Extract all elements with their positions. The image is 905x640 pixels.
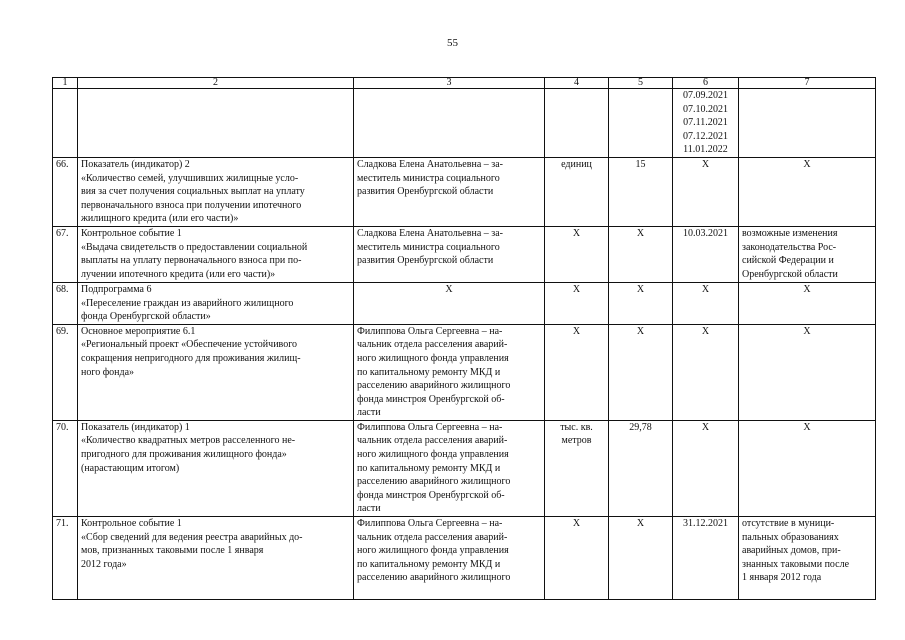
responsible-cell bbox=[354, 226, 545, 282]
cell-line: ного жилищного фонда управления bbox=[357, 545, 509, 557]
cell-line: ласти bbox=[357, 503, 381, 515]
cell-line: X bbox=[701, 158, 710, 170]
cell-line: Сладкова Елена Анатольевна – за- bbox=[357, 227, 503, 239]
cell-line: X bbox=[445, 283, 453, 295]
cell-line: чальник отдела расселения аварий- bbox=[357, 531, 508, 543]
cell-line: Филиппова Ольга Сергеевна – на- bbox=[357, 325, 503, 337]
row-number-cell: 69. bbox=[53, 324, 78, 420]
note-cell bbox=[739, 157, 876, 226]
report-table bbox=[52, 77, 876, 600]
table-row bbox=[53, 420, 876, 516]
cell-line: 07.10.2021 bbox=[683, 103, 728, 115]
note-cell bbox=[739, 517, 876, 600]
cell-line: сокращения непригодного для проживания жилищ- bbox=[81, 352, 301, 364]
date-cell bbox=[673, 226, 739, 282]
column-header: 6 bbox=[673, 78, 739, 89]
cell-line: X bbox=[701, 325, 710, 337]
cell-line: X bbox=[701, 283, 710, 295]
note-cell bbox=[739, 282, 876, 324]
responsible-cell bbox=[354, 517, 545, 600]
cell-line: Подпрограмма 6 bbox=[81, 283, 152, 295]
cell-line: меститель министра социального bbox=[357, 172, 500, 184]
cell-line: (нарастающим итогом) bbox=[81, 462, 180, 474]
table-row bbox=[53, 157, 876, 226]
cell-line: чальник отдела расселения аварий- bbox=[357, 435, 508, 447]
column-header: 1 bbox=[53, 78, 78, 89]
cell-line: пригодного для проживания жилищного фонда» bbox=[81, 449, 287, 461]
description-cell bbox=[78, 420, 354, 516]
description-cell bbox=[78, 89, 354, 158]
description-cell bbox=[78, 226, 354, 282]
cell-line: 07.12.2021 bbox=[683, 130, 728, 142]
cell-line: Контрольное событие 1 bbox=[81, 518, 182, 530]
cell-line: фонда Оренбургской области» bbox=[81, 311, 211, 323]
cell-line: 10.03.2021 bbox=[683, 227, 728, 239]
date-cell bbox=[673, 420, 739, 516]
date-cell bbox=[673, 517, 739, 600]
note-cell bbox=[739, 226, 876, 282]
cell-line: пальных образованиях bbox=[742, 531, 839, 543]
responsible-cell bbox=[354, 324, 545, 420]
cell-line: по капитальному ремонту МКД и bbox=[357, 558, 501, 570]
cell-line: знанных таковыми после bbox=[742, 558, 850, 570]
cell-line: фонда минстроя Оренбургской об- bbox=[357, 393, 505, 405]
cell-line: X bbox=[803, 421, 811, 433]
cell-line: «Переселение граждан из аварийного жилищного bbox=[81, 297, 294, 309]
unit-cell: X bbox=[545, 282, 609, 324]
cell-line: расселению аварийного жилищного bbox=[357, 572, 511, 584]
cell-line: X bbox=[803, 325, 811, 337]
cell-line: X bbox=[803, 158, 811, 170]
row-number-cell: 70. bbox=[53, 420, 78, 516]
cell-line: ного фонда» bbox=[81, 366, 135, 378]
cell-line: ного жилищного фонда управления bbox=[357, 449, 509, 461]
cell-line: по капитальному ремонту МКД и bbox=[357, 462, 501, 474]
cell-line: 31.12.2021 bbox=[683, 518, 728, 530]
column-header: 3 bbox=[354, 78, 545, 89]
cell-line: ного жилищного фонда управления bbox=[357, 352, 509, 364]
responsible-cell bbox=[354, 157, 545, 226]
table-row bbox=[53, 517, 876, 600]
unit-cell: тыс. кв. метров bbox=[545, 420, 609, 516]
description-cell bbox=[78, 157, 354, 226]
responsible-cell bbox=[354, 282, 545, 324]
date-cell bbox=[673, 282, 739, 324]
description-cell bbox=[78, 517, 354, 600]
table-row bbox=[53, 282, 876, 324]
column-header: 4 bbox=[545, 78, 609, 89]
table-row bbox=[53, 324, 876, 420]
value-cell: X bbox=[609, 517, 673, 600]
cell-line: мов, признанных таковыми после 1 января bbox=[81, 545, 264, 557]
page-number: 55 bbox=[447, 37, 458, 49]
cell-line: 11.01.2022 bbox=[683, 144, 728, 156]
column-header: 7 bbox=[739, 78, 876, 89]
cell-line: X bbox=[803, 283, 811, 295]
cell-line: ласти bbox=[357, 407, 381, 419]
cell-line: сийской Федерации и bbox=[742, 255, 834, 267]
cell-line: «Количество квадратных метров расселенного не- bbox=[81, 435, 296, 447]
row-number-cell: 68. bbox=[53, 282, 78, 324]
header-row bbox=[53, 78, 876, 89]
cell-line: Сладкова Елена Анатольевна – за- bbox=[357, 158, 503, 170]
unit-cell: X bbox=[545, 226, 609, 282]
cell-line: фонда минстроя Оренбургской об- bbox=[357, 489, 505, 501]
unit-cell: единиц bbox=[545, 157, 609, 226]
column-header: 2 bbox=[78, 78, 354, 89]
cell-line: 1 января 2012 года bbox=[742, 572, 822, 584]
value-cell: X bbox=[609, 226, 673, 282]
cell-line: чальник отдела расселения аварий- bbox=[357, 339, 508, 351]
column-header: 5 bbox=[609, 78, 673, 89]
cell-line: «Выдача свидетельств о предоставлении социальной bbox=[81, 241, 308, 253]
cell-line: жилищного кредита (или его части)» bbox=[81, 213, 239, 225]
row-number-cell: 71. bbox=[53, 517, 78, 600]
cell-line: 07.11.2021 bbox=[683, 117, 728, 129]
cell-line: «Региональный проект «Обеспечение устойчивого bbox=[81, 339, 298, 351]
row-number-cell: 67. bbox=[53, 226, 78, 282]
cell-line: развития Оренбургской области bbox=[357, 255, 494, 267]
cell-line: Основное мероприятие 6.1 bbox=[81, 325, 196, 337]
cell-line: 2012 года» bbox=[81, 558, 127, 570]
note-cell bbox=[739, 324, 876, 420]
cell-line: по капитальному ремонту МКД и bbox=[357, 366, 501, 378]
date-cell bbox=[673, 324, 739, 420]
cell-line: меститель министра социального bbox=[357, 241, 500, 253]
description-cell bbox=[78, 282, 354, 324]
cell-line: аварийных домов, при- bbox=[742, 545, 841, 557]
cell-line: Филиппова Ольга Сергеевна – на- bbox=[357, 518, 503, 530]
cell-line: законодательства Рос- bbox=[742, 241, 837, 253]
note-cell bbox=[739, 89, 876, 158]
value-cell: X bbox=[609, 324, 673, 420]
unit-cell: X bbox=[545, 324, 609, 420]
cell-line: лучении ипотечного кредита (или его части)» bbox=[81, 268, 276, 280]
row-number-cell bbox=[53, 89, 78, 158]
cell-line: Филиппова Ольга Сергеевна – на- bbox=[357, 421, 503, 433]
cell-line: Контрольное событие 1 bbox=[81, 227, 182, 239]
responsible-cell bbox=[354, 89, 545, 158]
cell-line: вия за счет получения социальных выплат на уплату bbox=[81, 186, 305, 198]
value-cell bbox=[609, 89, 673, 158]
responsible-cell bbox=[354, 420, 545, 516]
cell-line: 07.09.2021 bbox=[683, 90, 728, 101]
table-row bbox=[53, 89, 876, 158]
cell-line: расселению аварийного жилищного bbox=[357, 476, 511, 488]
date-cell bbox=[673, 157, 739, 226]
value-cell: X bbox=[609, 282, 673, 324]
unit-cell: X bbox=[545, 517, 609, 600]
note-cell bbox=[739, 420, 876, 516]
table-row bbox=[53, 226, 876, 282]
cell-line: выплаты на уплату первоначального взноса при по- bbox=[81, 255, 302, 267]
cell-line: Показатель (индикатор) 2 bbox=[81, 158, 190, 170]
value-cell: 29,78 bbox=[609, 420, 673, 516]
cell-line: X bbox=[701, 421, 710, 433]
description-cell bbox=[78, 324, 354, 420]
cell-line: первоначального взноса при получении ипотечного bbox=[81, 199, 302, 211]
cell-line: развития Оренбургской области bbox=[357, 186, 494, 198]
cell-line: расселению аварийного жилищного bbox=[357, 380, 511, 392]
unit-cell bbox=[545, 89, 609, 158]
cell-line: Оренбургской области bbox=[742, 268, 838, 280]
value-cell: 15 bbox=[609, 157, 673, 226]
cell-line: возможные изменения bbox=[742, 227, 838, 239]
date-cell bbox=[673, 89, 739, 158]
row-number-cell: 66. bbox=[53, 157, 78, 226]
cell-line: отсутствие в муници- bbox=[742, 518, 835, 530]
cell-line: Показатель (индикатор) 1 bbox=[81, 421, 190, 433]
cell-line: «Сбор сведений для ведения реестра аварийных до- bbox=[81, 531, 303, 543]
cell-line: «Количество семей, улучшивших жилищные усло- bbox=[81, 172, 299, 184]
